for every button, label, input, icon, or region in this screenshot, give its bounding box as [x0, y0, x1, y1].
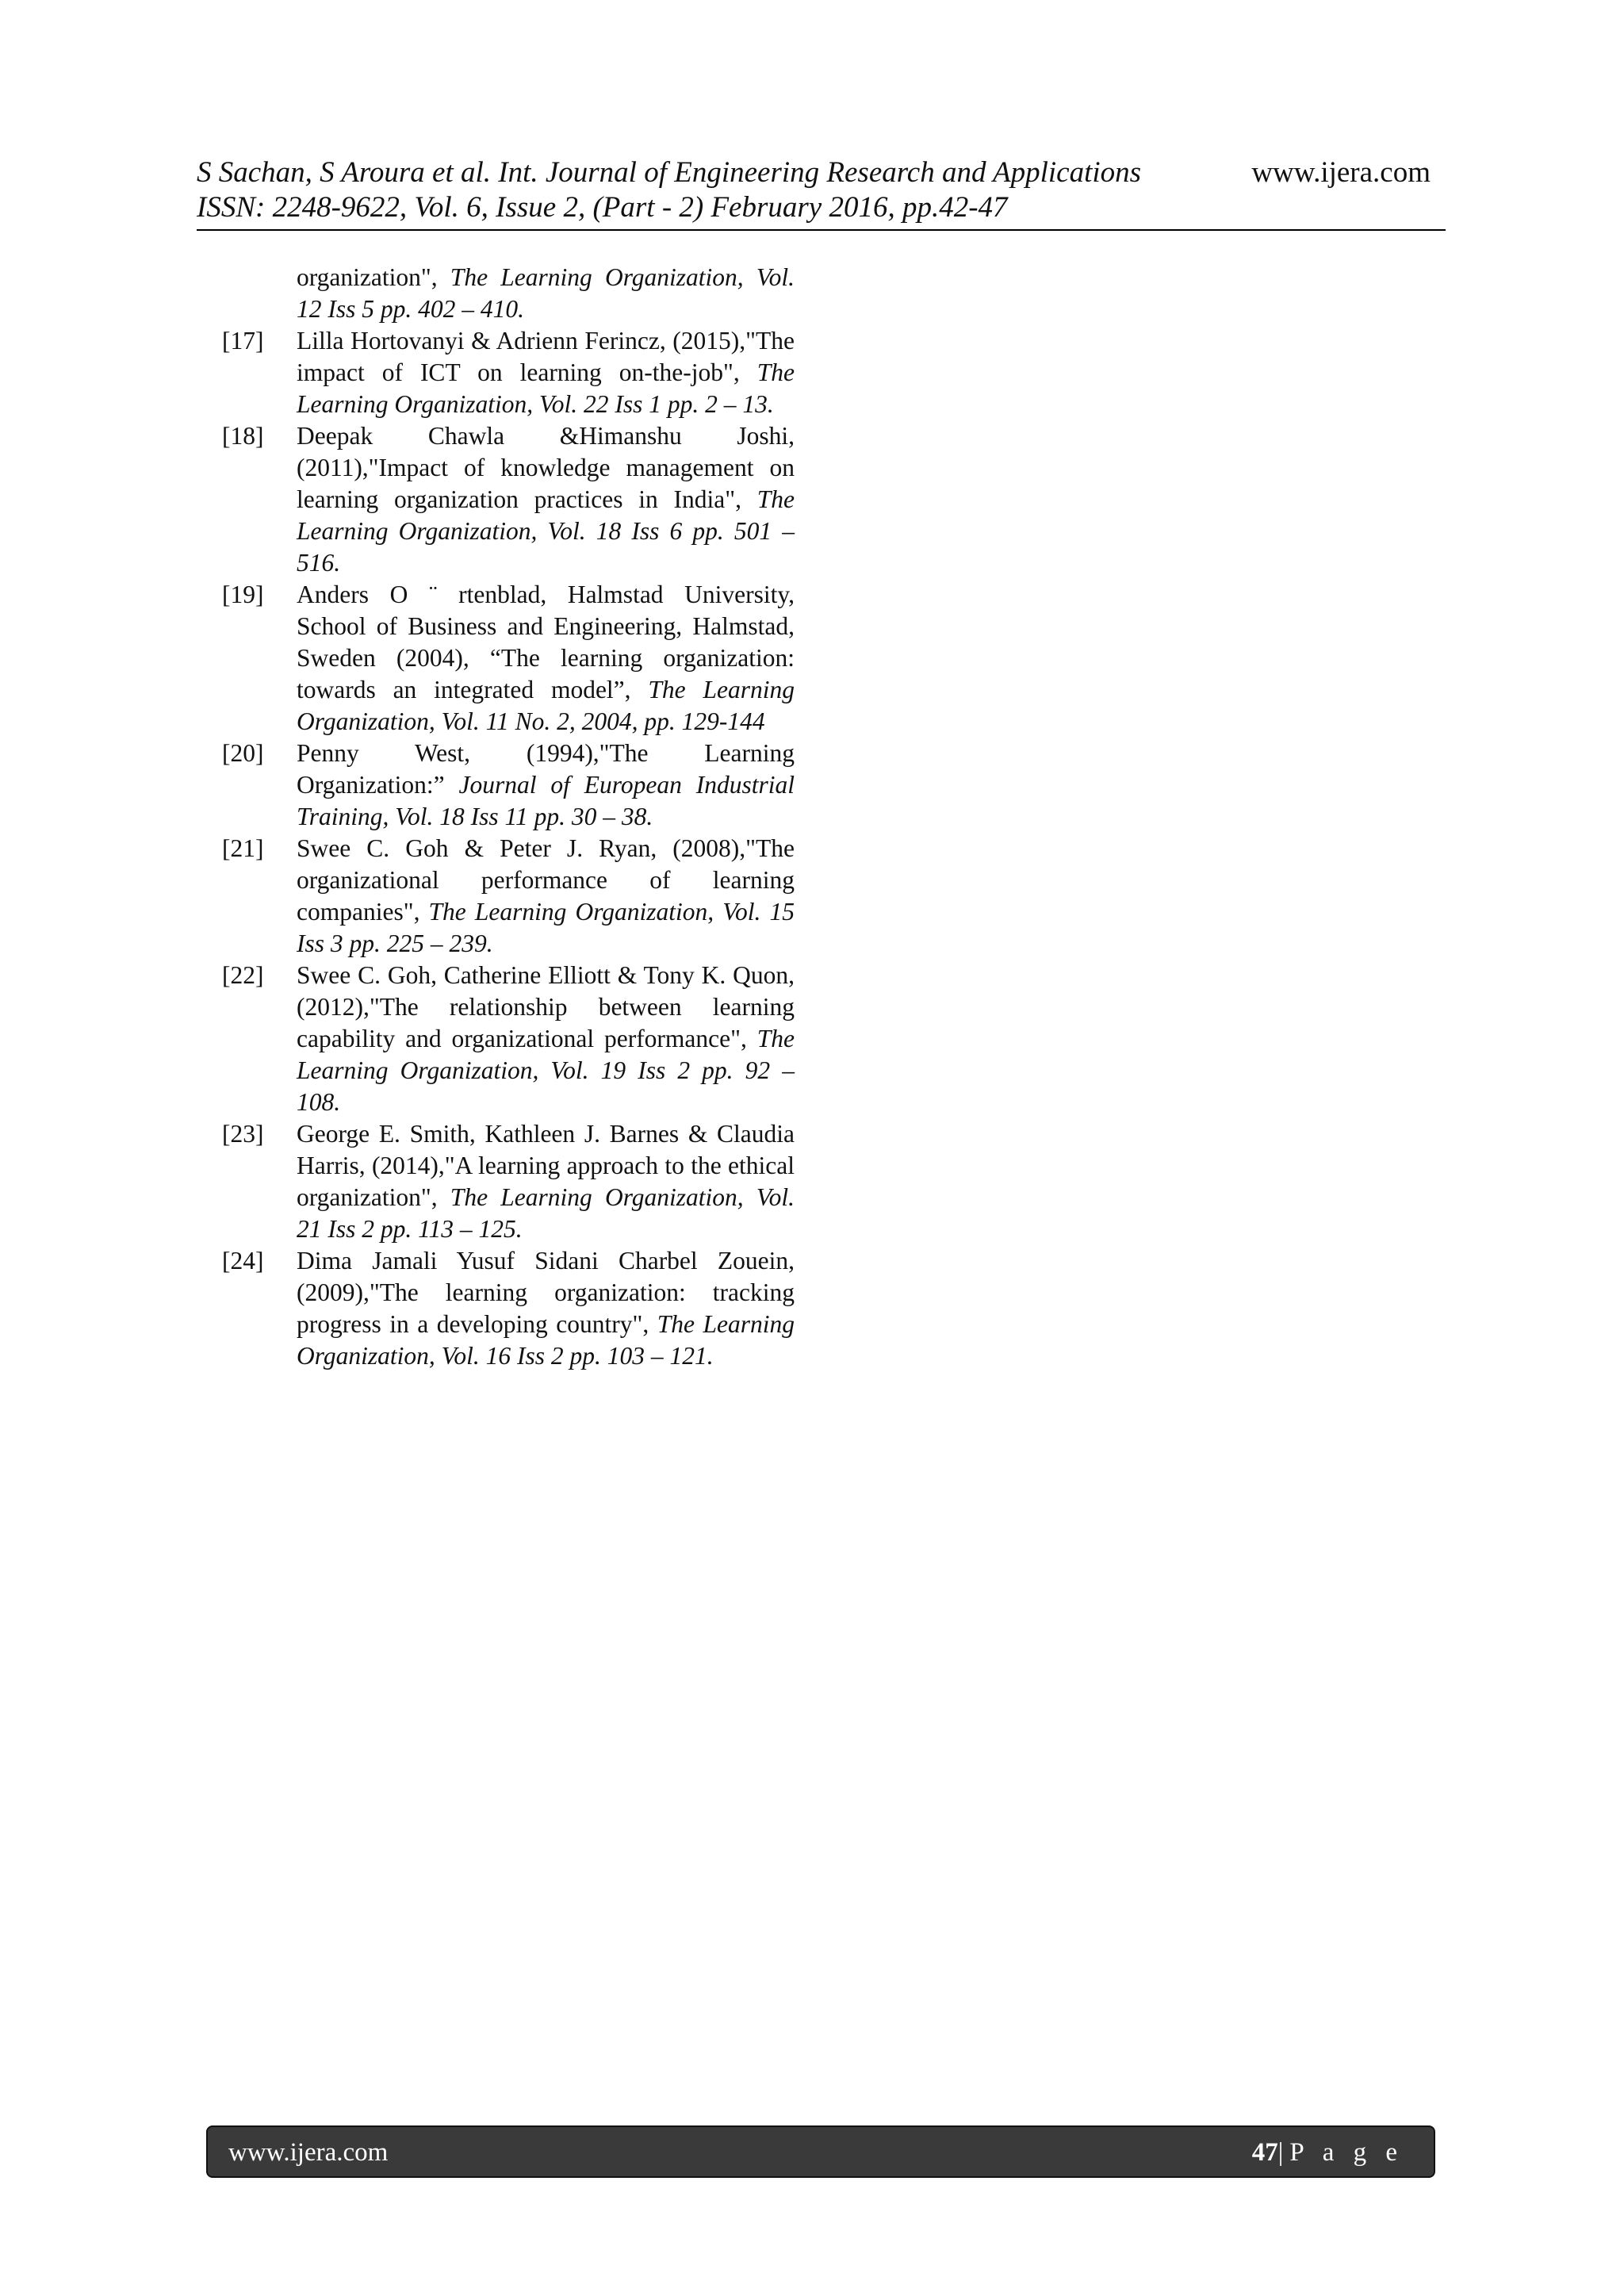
reference-text [297, 1245, 795, 1372]
reference-text [297, 738, 795, 833]
reference-text [297, 420, 795, 579]
reference-item-16-continued [222, 262, 795, 325]
reference-authors-title: Deepak Chawla &Himanshu Joshi, (2011),"Impact of knowledge management on learning organization practices in India", [297, 422, 795, 513]
reference-authors-title: George E. Smith, Kathleen J. Barnes & Claudia Harris, (2014),"A learning approach to the ethical organization", [297, 1120, 795, 1211]
reference-authors-title: Penny West, (1994),"The Learning Organization:” [297, 739, 795, 799]
reference-authors-title: Swee C. Goh, Catherine Elliott & Tony K. Quon, (2012),"The relationship between learning capability and organizational performance", [297, 961, 795, 1052]
issn-info: ISSN: 2248-9622, Vol. 6, Issue 2, (Part - 2) February 2016, pp.42-47 [197, 191, 1008, 224]
journal-title: S Sachan, S Aroura et al. Int. Journal of Engineering Research and Applications [197, 156, 1142, 189]
reference-item-24 [222, 1245, 795, 1372]
reference-text [297, 960, 795, 1118]
reference-item-21 [222, 833, 795, 960]
reference-text [297, 833, 795, 960]
reference-text [297, 579, 795, 738]
reference-number: [23] [222, 1120, 264, 1148]
reference-authors-title: Lilla Hortovanyi & Adrienn Ferincz, (2015),"The impact of ICT on learning on-the-job", [297, 327, 795, 386]
header-divider [197, 229, 1446, 231]
reference-number: [20] [222, 739, 264, 767]
page-number-label [1252, 2137, 1404, 2168]
reference-item-22 [222, 960, 795, 1118]
reference-number: [18] [222, 422, 264, 450]
reference-source: The Learning Organization, Vol. 15 Iss 3 pp. 225 – 239. [297, 898, 795, 957]
reference-item-20 [222, 738, 795, 833]
reference-number: [17] [222, 327, 264, 355]
reference-authors-title: Anders O ¨ rtenblad, Halmstad University, School of Business and Engineering, Halmstad, Sweden (2004), “The learning organization: towards an integrated model”, [297, 581, 795, 703]
reference-authors-title: organization", [297, 263, 450, 291]
reference-source: The Learning Organization, Vol. 12 Iss 5 pp. 402 – 410. [297, 263, 795, 323]
reference-authors-title: Swee C. Goh & Peter J. Ryan, (2008),"The organizational performance of learning companies", [297, 834, 795, 926]
reference-source: The Learning Organization, Vol. 22 Iss 1 pp. 2 – 13. [297, 358, 795, 418]
reference-source: The Learning Organization, Vol. 18 Iss 6 pp. 501 – 516. [297, 485, 795, 577]
page-footer [206, 2125, 1435, 2178]
reference-source: The Learning Organization, Vol. 19 Iss 2 pp. 92 – 108. [297, 1025, 795, 1116]
reference-item-19 [222, 579, 795, 738]
reference-text [297, 262, 795, 325]
reference-item-18 [222, 420, 795, 579]
reference-number: [24] [222, 1247, 264, 1274]
reference-item-23 [222, 1118, 795, 1245]
reference-source: Journal of European Industrial Training, Vol. 18 Iss 11 pp. 30 – 38. [297, 771, 795, 830]
reference-list [222, 262, 795, 1372]
header-url-link[interactable]: www.ijera.com [1251, 156, 1431, 189]
reference-source: The Learning Organization, Vol. 21 Iss 2 pp. 113 – 125. [297, 1183, 795, 1243]
reference-text [297, 1118, 795, 1245]
page-header [197, 155, 1442, 228]
page-suffix: |P a g e [1277, 2138, 1404, 2167]
reference-number: [21] [222, 834, 264, 862]
reference-item-17 [222, 325, 795, 420]
reference-source: The Learning Organization, Vol. 11 No. 2, 2004, pp. 129-144 [297, 676, 795, 735]
reference-authors-title: Dima Jamali Yusuf Sidani Charbel Zouein, (2009),"The learning organization: tracking progress in a developing country", [297, 1247, 795, 1338]
page-number: 47 [1251, 2138, 1278, 2167]
reference-number: [19] [222, 581, 264, 608]
reference-source: The Learning Organization, Vol. 16 Iss 2 pp. 103 – 121. [297, 1310, 795, 1370]
footer-url-link[interactable]: www.ijera.com [228, 2138, 389, 2167]
reference-text [297, 325, 795, 420]
reference-number: [22] [222, 961, 264, 989]
